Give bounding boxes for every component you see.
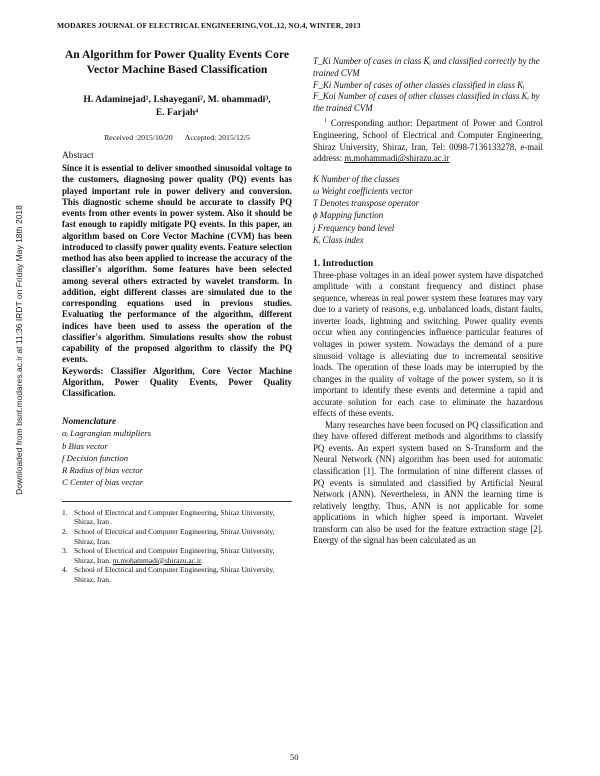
nomenclature-list-right-bottom (313, 173, 543, 246)
corresponding-author-note (313, 116, 543, 165)
left-column (62, 48, 292, 584)
nomenclature-item: K Number of the classes (313, 174, 400, 185)
affiliation-text: School of Electrical and Computer Engineering, Shiraz University, Shiraz, Iran. (74, 546, 275, 565)
affiliation-item (62, 527, 292, 546)
nomenclature-item: Kᵢ Class index (313, 234, 364, 245)
right-column (313, 56, 543, 547)
nomenclature-list-left (62, 427, 292, 488)
nomenclature-item: R Radius of bias vector (62, 465, 144, 476)
nomenclature-item: T_Ki Number of cases in class Kᵢ and classified correctly by the trained CVM (313, 56, 540, 78)
download-sidebar (13, 185, 25, 515)
introduction-heading: 1. Introduction (313, 258, 374, 269)
nomenclature-heading: Nomenclature (62, 416, 117, 427)
affiliation-text: School of Electrical and Computer Engineering, Shiraz University, Shiraz, Iran. (74, 526, 275, 546)
nomenclature-list-right-top (313, 56, 543, 115)
corresponding-email-link[interactable]: m.mohammadi@shirazu.ac.ir (344, 153, 450, 164)
journal-header: MODARES JOURNAL OF ELECTRICAL ENGINEERING,VOL.12, NO.4, WINTER, 2013 (57, 21, 361, 30)
nomenclature-item: αᵢ Lagrangian multipliers (62, 428, 151, 439)
introduction-paragraph-1: Three-phase voltages in an ideal power system have dispatched amplitude with a constant frequency and distinct phase sequence, whereas in real power system these features may vary due to a variety of reasons, e.g. unbalanced loads, distant faults, inverter loads, lightning and switching. Power quality events occur when any contingencies influence particular features of voltages in power system. Nowadays the demand of a pure sinusoid voltage is alleviating due to incremental sensitive loads. The operation of these loads may be interrupted by the changes in the quality of voltage of the power system, so it is important to identify these events and determine a rapid and accurate solution for each case to eliminate the hazardous effects of these events. (313, 269, 543, 419)
nomenclature-item: F_Koi Number of cases of other classes classified in class Kᵢ by the trained CVM (313, 91, 540, 114)
footnote-divider (62, 501, 292, 502)
affiliation-item (62, 508, 292, 527)
affiliation-item (62, 565, 292, 584)
authors-line-1: H. Adaminejad¹, I.shayegani², M. ohammadi³, (83, 94, 271, 105)
corresponding-author-text: Corresponding author: Department of Power and Control Engineering, School of Electrical and Computer Engineering, Shiraz University, Shiraz, Iran, Tel: 0098-7136133278, e-mail address: (313, 117, 544, 164)
affiliation-tail: . (201, 555, 203, 565)
page-number: 50 (290, 752, 299, 762)
abstract-heading: Abstract (62, 151, 94, 161)
abstract-body (62, 163, 292, 399)
affiliation-number: 1. (62, 507, 68, 517)
nomenclature-item: C Center of bias vector (62, 477, 144, 488)
nomenclature-item: ϕ Mapping function (313, 210, 384, 221)
nomenclature-item: f Decision function (62, 452, 129, 463)
affiliation-email-link[interactable]: m.mohammadi@shirazu.ac.ir (112, 555, 202, 565)
author-list (62, 94, 292, 119)
abstract-text: Since it is essential to deliver smoothed sinusoidal voltage to the customers, diagnosing power quality (PQ) events has played important role in power delivery and conversion. This diagnostic scheme should be accurate to classify PQ events from other events in power system. Also it should be fast enough to rapidly mitigate PQ events. In this paper, an algorithm based on Core Vector Machine (CVM) has been introduced to classify power quality events. Feature selection method has also been applied to increase the accuracy of the classifier's algorithm. Some features have been selected among several others extracted by wavelet transform. In addition, eight different classes are simulated due to the corresponding equations used in previous studies. Evaluating the performance of the algorithm, different indices have been used to assess the operation of the classifier's algorithm. Simulations results show the robust capability of the proposed algorithm to classify the PQ events. (62, 163, 292, 365)
introduction-body (313, 270, 543, 547)
submission-dates (62, 133, 292, 142)
introduction-paragraph-2: Many researches have been focused on PQ classification and they have offered different methods and algorithms to classify PQ events. An expert system based on S-Transform and the Neural Network (NN) algorithm has been used for automatic classification [1]. The formulation of nine different classes of PQ events is simulated and classified by Artificial Neural Network (ANN). Nevertheless, in ANN the learning time is relatively lengthy. Thus, ANN is not applicable for some applications in which higher speed is important. Wavelet transform can also be used for the feature extraction stage [2]. Energy of the signal has been calculated as an (313, 419, 543, 546)
nomenclature-item: j Frequency band level (313, 222, 395, 233)
paper-title: An Algorithm for Power Quality Events Core Vector Machine Based Classification (64, 48, 290, 76)
nomenclature-item: F_Ki Number of cases of other classes classified in class Kᵢ (313, 79, 525, 90)
received-date: Received :2015/10/20 (104, 133, 173, 142)
download-stamp: Downloaded from bsnt.modares.ac.ir at 11:36 IRDT on Friday May 18th 2018 (14, 205, 24, 495)
nomenclature-item: T Denotes transpose operator (313, 198, 420, 209)
authors-line-2: E. Farjah⁴ (155, 106, 199, 118)
affiliation-number: 4. (62, 565, 68, 575)
footnote-mark: 1 (324, 117, 328, 124)
affiliations (62, 508, 292, 585)
accepted-date: Accepted: 2015/12/5 (184, 133, 250, 142)
affiliation-item (62, 546, 292, 565)
nomenclature-item: b Bias vector (62, 440, 108, 451)
keywords: Keywords: Classifier Algorithm, Core Vector Machine Algorithm, Power Quality Events, Power Quality Classification. (62, 365, 292, 398)
affiliation-number: 3. (62, 546, 68, 556)
affiliation-text: School of Electrical and Computer Engineering, Shiraz University, Shiraz, Iran. (74, 565, 275, 584)
affiliation-number: 2. (62, 526, 68, 536)
affiliation-text: School of Electrical and Computer Engineering, Shiraz University, Shiraz, Iran . (74, 507, 275, 527)
nomenclature-item: ω Weight coefficients vector (313, 186, 413, 197)
